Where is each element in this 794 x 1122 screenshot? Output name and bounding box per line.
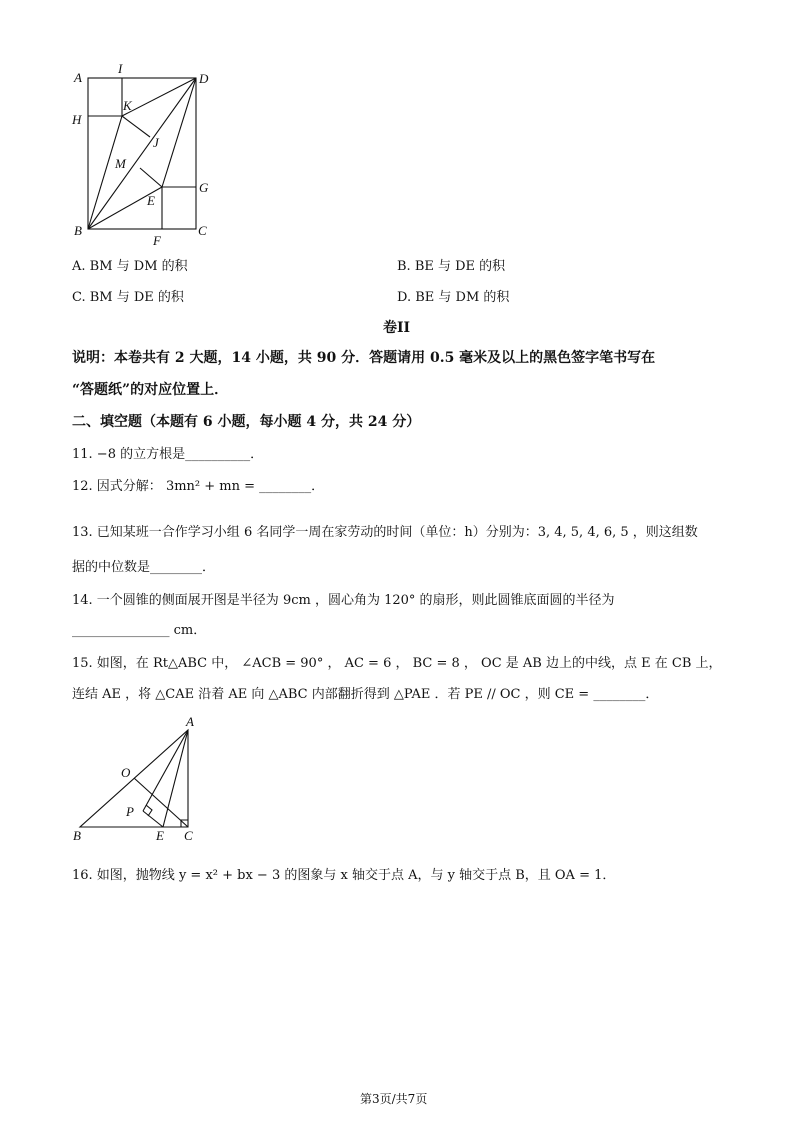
label-K: K: [123, 98, 132, 113]
question-14-line-1: 14. 一个圆锥的侧面展开图是半径为 9cm ，圆心角为 120° 的扇形，则此圆锥底面圆的半径为: [72, 593, 615, 608]
question-13-line-1: 13. 已知某班一合作学习小组 6 名同学一周在家劳动的时间（单位：h）分别为：3, 4, 5, 4, 6, 5 ，则这组数: [72, 525, 698, 540]
label-D: D: [199, 71, 209, 86]
question-12: 12. 因式分解： 3mn² + mn = ________．: [72, 479, 325, 494]
line-kd: [122, 78, 196, 116]
line-ed: [162, 78, 196, 187]
figure-rectangle-abcd: [60, 55, 230, 250]
label-E: E: [147, 193, 155, 208]
label-J: J: [153, 135, 159, 150]
line-kj: [122, 116, 150, 137]
question-11: 11. −8 的立方根是__________．: [72, 447, 264, 462]
label-P: P: [126, 804, 134, 819]
square-aikh: [88, 78, 122, 116]
section-title: 卷II: [383, 320, 411, 336]
label-A: A: [74, 70, 82, 85]
label-E: E: [156, 828, 164, 843]
line-ae: [163, 730, 188, 827]
label-B: B: [73, 828, 81, 843]
square-egcf: [162, 187, 196, 229]
option-c: C. BM 与 DE 的积: [72, 290, 184, 305]
note-line-1: 说明：本卷共有 2 大题，14 小题，共 90 分．答题请用 0.5 毫米及以上的黑色签字笔书写在: [72, 350, 656, 366]
label-B: B: [74, 223, 82, 238]
line-oc: [134, 778, 188, 827]
line-me: [140, 168, 162, 187]
question-13-line-2: 据的中位数是________．: [72, 560, 216, 575]
question-15-line-2: 连结 AE ，将 △CAE 沿着 AE 向 △ABC 内部翻折得到 △PAE ．若 PE // OC ，则 CE = ________．: [72, 687, 659, 702]
label-A: A: [186, 714, 194, 729]
option-d: D. BE 与 DM 的积: [397, 290, 510, 305]
label-M: M: [115, 156, 126, 171]
figure-triangle-abc: [60, 710, 210, 845]
question-16: 16. 如图，抛物线 y = x² + bx − 3 的图象与 x 轴交于点 A，与 y 轴交于点 B，且 OA = 1．: [72, 868, 616, 883]
label-G: G: [199, 180, 209, 195]
option-b: B. BE 与 DE 的积: [397, 259, 506, 274]
line-bd: [88, 78, 196, 229]
label-H: H: [72, 112, 82, 127]
line-pe: [143, 811, 163, 827]
question-14-line-2: _______________ cm．: [72, 623, 207, 638]
option-a: A. BM 与 DM 的积: [72, 259, 188, 274]
label-C: C: [184, 828, 193, 843]
question-15-line-1: 15. 如图，在 Rt△ABC 中， ∠ACB = 90° ， AC = 6 ， BC = 8 ， OC 是 AB 边上的中线，点 E 在 CB 上，: [72, 656, 722, 671]
page-footer: 第3页/共7页: [360, 1092, 428, 1106]
label-C: C: [198, 223, 207, 238]
note-line-2: “答题纸”的对应位置上．: [72, 382, 229, 398]
label-I: I: [118, 61, 123, 76]
label-O: O: [121, 765, 131, 780]
label-F: F: [153, 233, 161, 248]
part2-heading: 二、填空题（本题有 6 小题，每小题 4 分，共 24 分）: [72, 414, 421, 430]
line-ap: [143, 730, 188, 811]
